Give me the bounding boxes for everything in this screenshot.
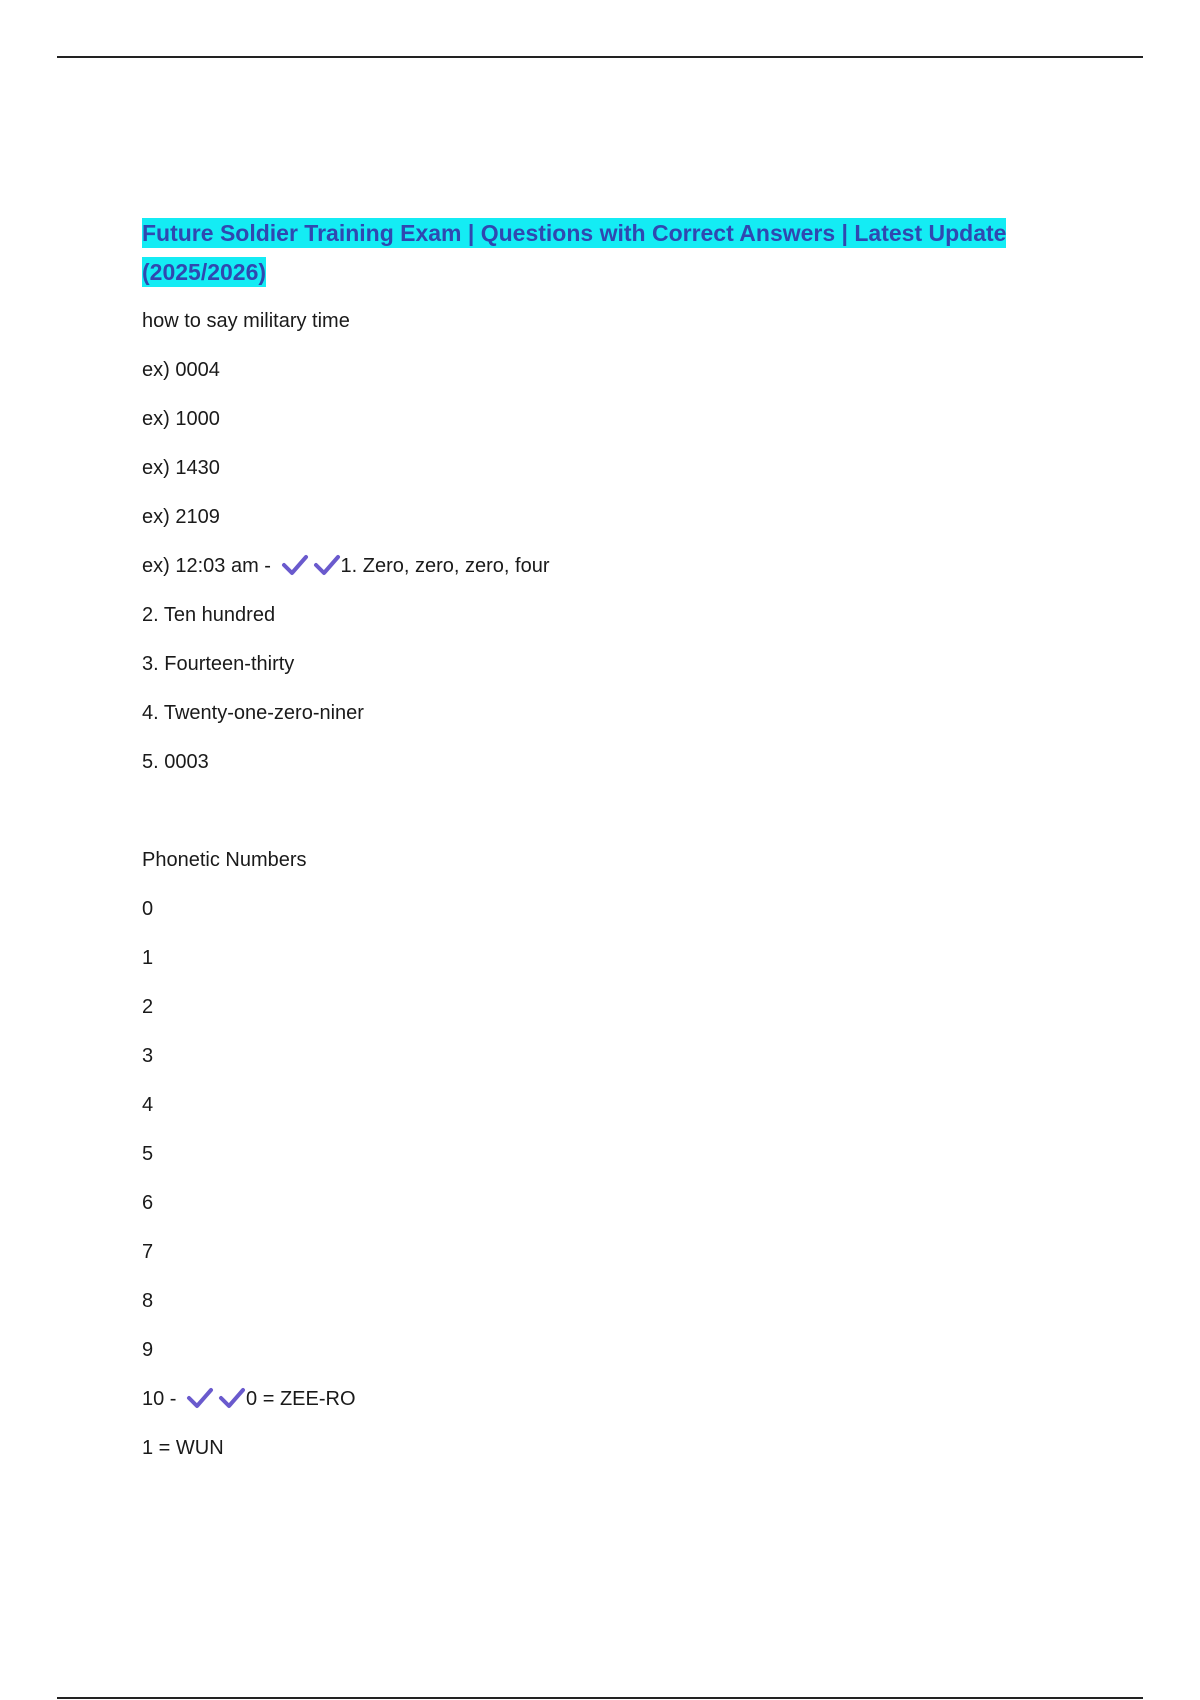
answer-line: 2. Ten hundred [142, 604, 276, 626]
number-line: 1 [142, 947, 154, 969]
answer-text: 1. Zero, zero, zero, four [340, 555, 550, 577]
document-body [142, 214, 1072, 1484]
number-line: 3 [142, 1045, 154, 1067]
number-line: 0 [142, 898, 154, 920]
section-spacer [142, 798, 1072, 847]
answer-prefix: ex) 12:03 am - [142, 555, 271, 577]
question-text: how to say military time [142, 310, 350, 332]
example-line: ex) 0004 [142, 359, 220, 381]
example-line: ex) 1430 [142, 457, 220, 479]
answer-line [142, 1386, 1072, 1412]
answer-line: 4. Twenty-one-zero-niner [142, 702, 364, 724]
check-icon [186, 1387, 214, 1409]
number-line: 8 [142, 1290, 154, 1312]
number-line: 9 [142, 1339, 154, 1361]
header-rule [57, 56, 1143, 58]
check-icon [313, 554, 341, 576]
document-title [142, 214, 1072, 292]
title-highlight: Future Soldier Training Exam | Questions with Correct Answers | Latest Update (2025/2026) [142, 220, 1007, 285]
answer-line: 5. 0003 [142, 751, 209, 773]
number-line: 7 [142, 1241, 154, 1263]
answer-prefix: 10 - [142, 1388, 177, 1410]
question-text: Phonetic Numbers [142, 849, 307, 871]
answer-line: 3. Fourteen-thirty [142, 653, 295, 675]
footer-rule [57, 1697, 1143, 1699]
answer-line: 1 = WUN [142, 1437, 224, 1459]
check-icon [218, 1387, 246, 1409]
number-line: 6 [142, 1192, 154, 1214]
answer-line [142, 553, 1072, 579]
answer-text: 0 = ZEE-RO [246, 1388, 356, 1410]
example-line: ex) 1000 [142, 408, 220, 430]
number-line: 5 [142, 1143, 154, 1165]
check-icon [281, 554, 309, 576]
example-line: ex) 2109 [142, 506, 220, 528]
number-line: 4 [142, 1094, 154, 1116]
number-line: 2 [142, 996, 154, 1018]
